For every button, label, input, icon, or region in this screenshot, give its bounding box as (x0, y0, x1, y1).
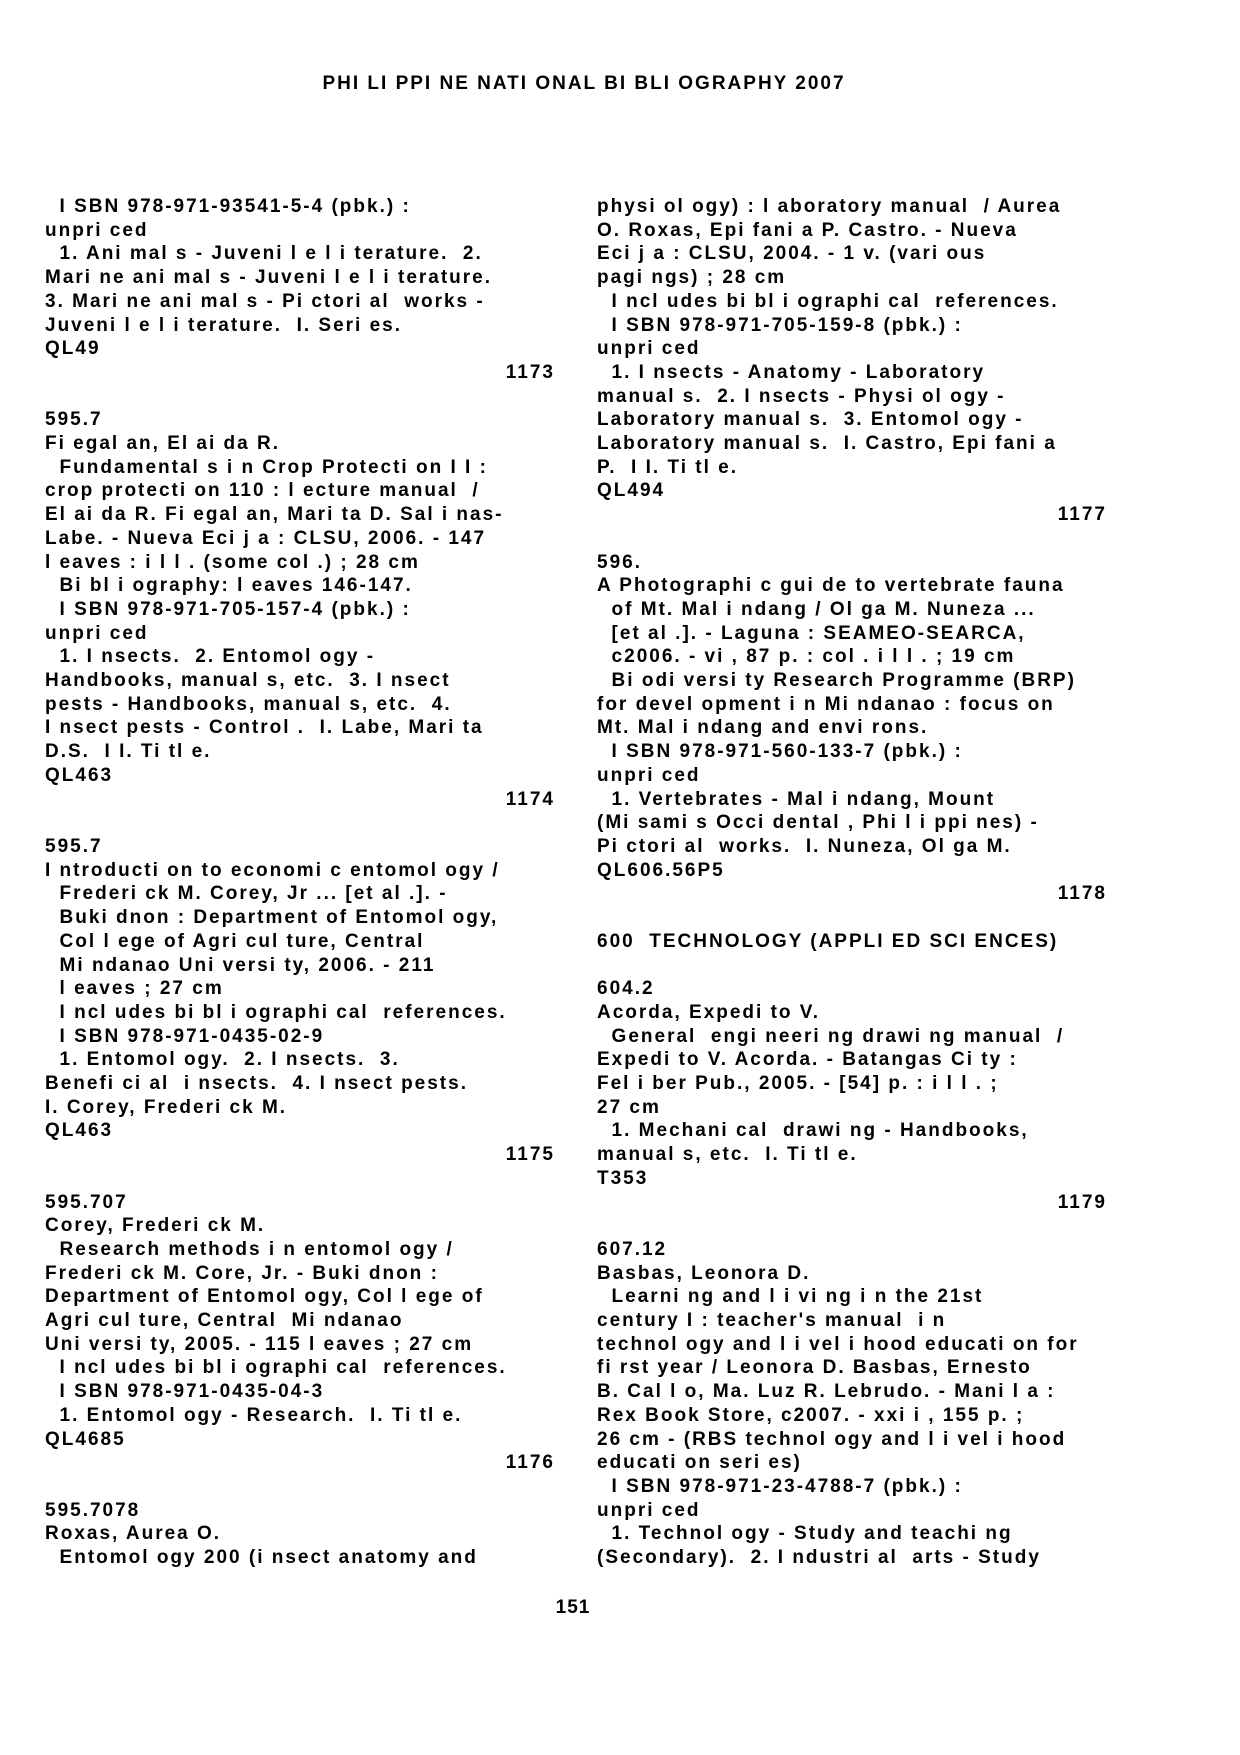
text-line: Laboratory manual s. 3. Entomol ogy - (597, 409, 1024, 431)
text-line: 607.12 (597, 1238, 668, 1260)
text-line (597, 527, 1107, 551)
text-line: D.S. I I. Ti tl e. (45, 741, 212, 763)
text-line: El ai da R. Fi egal an, Mari ta D. Sal i nas- (45, 504, 504, 526)
text-line: Fel i ber Pub., 2005. - [54] p. : i l l . ; (597, 1073, 999, 1095)
text-line: educati on seri es) (597, 1452, 802, 1474)
text-line: O. Roxas, Epi fani a P. Castro. - Nueva (597, 219, 1018, 241)
text-line: fi rst year / Leonora D. Basbas, Ernesto (597, 1357, 1032, 1379)
text-line: I ncl udes bi bl i ographi cal references. (597, 290, 1059, 312)
right-column (597, 195, 1107, 1570)
text-line: Benefi ci al i nsects. 4. I nsect pests. (45, 1073, 468, 1095)
text-line: Acorda, Expedi to V. (597, 1001, 821, 1023)
text-line: 595.7 (45, 409, 103, 431)
text-line: 595.7078 (45, 1499, 141, 1521)
text-line: crop protecti on 110 : l ecture manual / (45, 480, 480, 502)
text-line: Entomol ogy 200 (i nsect anatomy and (45, 1547, 478, 1569)
text-line: I SBN 978-971-23-4788-7 (pbk.) : (597, 1475, 963, 1497)
text-line: I SBN 978-971-0435-02-9 (45, 1025, 325, 1047)
text-line: Mt. Mal i ndang and envi rons. (597, 717, 929, 739)
text-line: 596. (597, 551, 642, 573)
text-line: Pi ctori al works. I. Nuneza, Ol ga M. (597, 835, 1012, 857)
text-line: (Mi sami s Occi dental , Phi l i ppi nes) - (597, 812, 1039, 834)
text-line: Labe. - Nueva Eci j a : CLSU, 2006. - 147 (45, 527, 487, 549)
text-line: for devel opment i n Mi ndanao : focus on (597, 693, 1055, 715)
text-line: Juveni l e l i terature. I. Seri es. (45, 314, 403, 336)
text-line: Rex Book Store, c2007. - xxi i , 155 p. ; (597, 1404, 1025, 1426)
entry-number: 1174 (505, 788, 555, 810)
entry-number: 1179 (1057, 1191, 1107, 1213)
text-line: Frederi ck M. Core, Jr. - Buki dnon : (45, 1262, 439, 1284)
text-line: Eci j a : CLSU, 2004. - 1 v. (vari ous (597, 243, 987, 265)
text-line: I SBN 978-971-0435-04-3 (45, 1381, 325, 1403)
page-header: PHI LI PPI NE NATI ONAL BI BLI OGRAPHY 2007 (322, 73, 846, 94)
text-line: B. Cal l o, Ma. Luz R. Lebrudo. - Mani l a : (597, 1381, 1056, 1403)
text-line: A Photographi c gui de to vertebrate fauna (597, 575, 1065, 597)
text-line: QL463 (45, 764, 114, 786)
text-line: Mi ndanao Uni versi ty, 2006. - 211 (45, 954, 436, 976)
text-line: Agri cul ture, Central Mi ndanao (45, 1310, 404, 1332)
text-line: manual s, etc. I. Ti tl e. (597, 1144, 858, 1166)
text-line: Fundamental s i n Crop Protecti on I I : (45, 456, 488, 478)
text-line: 3. Mari ne ani mal s - Pi ctori al works - (45, 290, 485, 312)
text-line: pagi ngs) ; 28 cm (597, 267, 787, 289)
text-line (45, 385, 555, 409)
text-line: T353 (597, 1167, 649, 1189)
text-line: Bi bl i ography: l eaves 146-147. (45, 575, 413, 597)
text-line (597, 954, 1107, 978)
text-line: QL494 (597, 480, 666, 502)
text-line: unpri ced (597, 1499, 701, 1521)
text-line: General engi neeri ng drawi ng manual / (597, 1025, 1065, 1047)
text-line: 595.707 (45, 1191, 128, 1213)
text-line: Research methods i n entomol ogy / (45, 1238, 454, 1260)
text-line: I ncl udes bi bl i ographi cal references. (45, 1357, 507, 1379)
text-line: unpri ced (45, 622, 149, 644)
text-line (45, 811, 555, 835)
text-line: P. I I. Ti tl e. (597, 456, 739, 478)
text-line: I SBN 978-971-560-133-7 (pbk.) : (597, 741, 963, 763)
text-line: 1. I nsects - Anatomy - Laboratory (597, 361, 986, 383)
text-line: Handbooks, manual s, etc. 3. I nsect (45, 670, 451, 692)
text-line: unpri ced (597, 764, 701, 786)
text-line: 1. Ani mal s - Juveni l e l i terature. 2. (45, 243, 483, 265)
text-line (597, 906, 1107, 930)
text-line: 600 TECHNOLOGY (APPLI ED SCI ENCES) (597, 930, 1059, 952)
text-line: [et al .]. - Laguna : SEAMEO-SEARCA, (597, 622, 1026, 644)
text-line: physi ol ogy) : l aboratory manual / Aurea (597, 196, 1062, 217)
text-line (597, 1214, 1107, 1238)
text-line: l eaves : i l l . (some col .) ; 28 cm (45, 551, 420, 573)
text-line: I nsect pests - Control . I. Labe, Mari ta (45, 717, 484, 739)
text-line: 1. Entomol ogy. 2. I nsects. 3. (45, 1049, 400, 1071)
text-line: Expedi to V. Acorda. - Batangas Ci ty : (597, 1049, 1018, 1071)
text-line: I ntroducti on to economi c entomol ogy / (45, 859, 500, 881)
entry-number: 1176 (505, 1452, 555, 1474)
text-line: QL606.56P5 (597, 859, 725, 881)
text-line: technol ogy and l i vel i hood educati on for (597, 1333, 1079, 1355)
text-line: Uni versi ty, 2005. - 115 l eaves ; 27 cm (45, 1333, 474, 1355)
text-line: Department of Entomol ogy, Col l ege of (45, 1286, 484, 1308)
text-line: (Secondary). 2. I ndustri al arts - Study (597, 1547, 1041, 1569)
text-line: Buki dnon : Department of Entomol ogy, (45, 907, 499, 929)
text-line: Learni ng and l i vi ng i n the 21st (597, 1286, 984, 1308)
text-line: I ncl udes bi bl i ographi cal references. (45, 1001, 507, 1023)
text-line: pests - Handbooks, manual s, etc. 4. (45, 693, 452, 715)
text-line: 27 cm (597, 1096, 661, 1118)
text-line: QL4685 (45, 1428, 126, 1450)
text-line: QL463 (45, 1120, 114, 1142)
text-line: 595.7 (45, 835, 103, 857)
text-line: I. Corey, Frederi ck M. (45, 1096, 288, 1118)
text-line: Fi egal an, El ai da R. (45, 433, 280, 455)
entry-number: 1173 (505, 361, 555, 383)
text-line: 1. I nsects. 2. Entomol ogy - (45, 646, 376, 668)
text-line: century I : teacher's manual i n (597, 1310, 947, 1332)
text-line: Basbas, Leonora D. (597, 1262, 811, 1284)
text-line: 604.2 (597, 978, 655, 1000)
text-line: QL49 (45, 338, 101, 360)
text-line: manual s. 2. I nsects - Physi ol ogy - (597, 385, 1006, 407)
text-line: c2006. - vi , 87 p. : col . i l l . ; 19 cm (597, 646, 1016, 668)
text-line: 1. Vertebrates - Mal i ndang, Mount (597, 788, 996, 810)
text-line: Roxas, Aurea O. (45, 1523, 222, 1545)
text-line (45, 1475, 555, 1499)
text-line (45, 1167, 555, 1191)
text-line: unpri ced (45, 219, 149, 241)
text-line: Col l ege of Agri cul ture, Central (45, 930, 425, 952)
text-line: 1. Technol ogy - Study and teachi ng (597, 1523, 1013, 1545)
page-number: 151 (555, 1597, 591, 1618)
text-line: unpri ced (597, 338, 701, 360)
text-line: Frederi ck M. Corey, Jr ... [et al .]. - (45, 883, 448, 905)
entry-number: 1177 (1057, 504, 1107, 526)
entry-number: 1175 (505, 1144, 555, 1166)
text-line: Corey, Frederi ck M. (45, 1215, 266, 1237)
text-line: Bi odi versi ty Research Programme (BRP) (597, 670, 1076, 692)
text-line: Mari ne ani mal s - Juveni l e l i terature. (45, 267, 493, 289)
left-column (45, 195, 555, 1570)
text-line: I SBN 978-971-705-159-8 (pbk.) : (597, 314, 963, 336)
text-line: 1. Entomol ogy - Research. I. Ti tl e. (45, 1404, 463, 1426)
text-line: Laboratory manual s. I. Castro, Epi fani a (597, 433, 1057, 455)
text-line: l eaves ; 27 cm (45, 978, 224, 1000)
text-line: of Mt. Mal i ndang / Ol ga M. Nuneza ... (597, 598, 1036, 620)
text-line: I SBN 978-971-93541-5-4 (pbk.) : (45, 196, 411, 217)
text-line: 26 cm - (RBS technol ogy and l i vel i hood (597, 1428, 1067, 1450)
text-line: I SBN 978-971-705-157-4 (pbk.) : (45, 598, 411, 620)
text-line: 1. Mechani cal drawi ng - Handbooks, (597, 1120, 1029, 1142)
entry-number: 1178 (1057, 883, 1107, 905)
